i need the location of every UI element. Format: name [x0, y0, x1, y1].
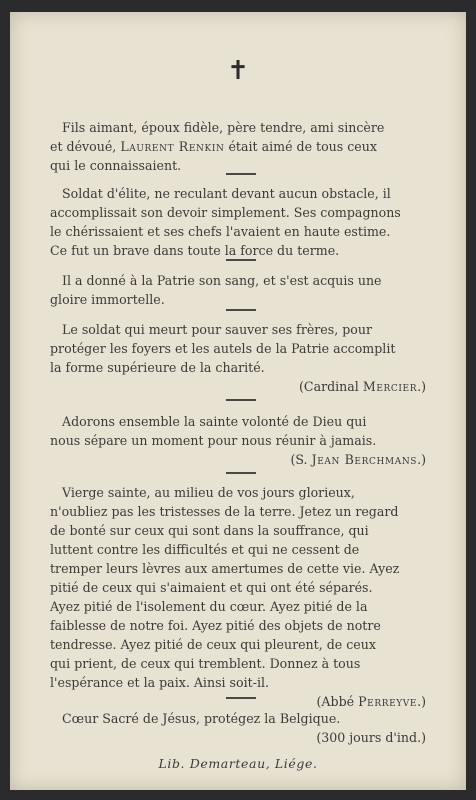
text-fragment: .): [417, 452, 426, 467]
text-line: n'oubliez pas les tristesses de la terre. Jetez un regard: [50, 504, 399, 519]
text-fragment: (Abbé: [316, 694, 359, 709]
text-line: [50, 137, 434, 156]
indulgence-note: (300 jours d'ind.): [316, 730, 426, 745]
text-line: Cœur Sacré de Jésus, protégez la Belgique.: [62, 711, 341, 726]
text-line: Il a donné à la Patrie son sang, et s'est acquis une: [62, 273, 382, 288]
patrie-paragraph: [50, 271, 434, 309]
text-line: la forme supérieure de la charité.: [50, 360, 265, 375]
text-fragment: (Cardinal: [299, 379, 363, 394]
quote-attribution: [50, 377, 434, 396]
text-line: l'espérance et la paix. Ainsi soit-il.: [50, 675, 270, 690]
divider: [226, 309, 256, 311]
soldier-paragraph: [50, 184, 434, 260]
text-line: gloire immortelle.: [50, 292, 165, 307]
memorial-card: [10, 12, 466, 790]
author-name: Perreyve: [358, 694, 418, 709]
sacred-heart-invocation: [50, 709, 434, 747]
text-line: pitié de ceux qui s'aimaient et qui ont été séparés.: [50, 580, 373, 595]
divider: [226, 173, 256, 175]
text-line: luttent contre les difficultés et qui ne cessent de: [50, 542, 360, 557]
text-line: Adorons ensemble la sainte volonté de Dieu qui: [62, 414, 367, 429]
berchmans-quote: [50, 412, 434, 469]
prayer-paragraph: [50, 483, 434, 711]
author-name: Jean Berchmans: [311, 452, 418, 467]
deceased-name: Laurent Renkin: [120, 139, 225, 154]
author-name: Mercier: [362, 379, 418, 394]
text-line: Fils aimant, époux fidèle, père tendre, ami sincère: [62, 120, 385, 135]
divider: [226, 697, 256, 699]
text-line: accomplissait son devoir simplement. Ses compagnons: [50, 205, 401, 220]
cross-icon: ✝: [227, 56, 249, 86]
divider: [226, 259, 256, 261]
text-fragment: .): [417, 694, 426, 709]
text-line: qui prient, de ceux qui tremblent. Donnez à tous: [50, 656, 361, 671]
text-line: Ayez pitié de l'isolement du cœur. Ayez pitié de la: [50, 599, 368, 614]
text-line: tremper leurs lèvres aux amertumes de cette vie. Ayez: [50, 561, 400, 576]
text-line: qui le connaissaient.: [50, 158, 182, 173]
eulogy-paragraph: [50, 118, 434, 175]
text-line: Ce fut un brave dans toute la force du terme.: [50, 243, 340, 258]
printer-credit: Lib. Demarteau, Liége.: [158, 756, 318, 771]
text-line: de bonté sur ceux qui sont dans la souffrance, qui: [50, 523, 369, 538]
divider: [226, 472, 256, 474]
text-line: nous sépare un moment pour nous réunir à jamais.: [50, 433, 377, 448]
text-line: faiblesse de notre foi. Ayez pitié des objets de notre: [50, 618, 381, 633]
text-line: le chérissaient et ses chefs l'avaient en haute estime.: [50, 224, 391, 239]
text-line: tendresse. Ayez pitié de ceux qui pleurent, de ceux: [50, 637, 376, 652]
text-fragment: était aimé de tous ceux: [224, 139, 377, 154]
text-line: Soldat d'élite, ne reculant devant aucun obstacle, il: [62, 186, 391, 201]
text-line: protéger les foyers et les autels de la Patrie accomplit: [50, 341, 396, 356]
text-fragment: .): [417, 379, 426, 394]
text-fragment: (S.: [290, 452, 312, 467]
text-line: Vierge sainte, au milieu de vos jours glorieux,: [62, 485, 355, 500]
text-fragment: et dévoué,: [50, 139, 121, 154]
quote-attribution: [50, 450, 434, 469]
divider: [226, 399, 256, 401]
text-line: Le soldat qui meurt pour sauver ses frères, pour: [62, 322, 373, 337]
mercier-quote: [50, 320, 434, 396]
